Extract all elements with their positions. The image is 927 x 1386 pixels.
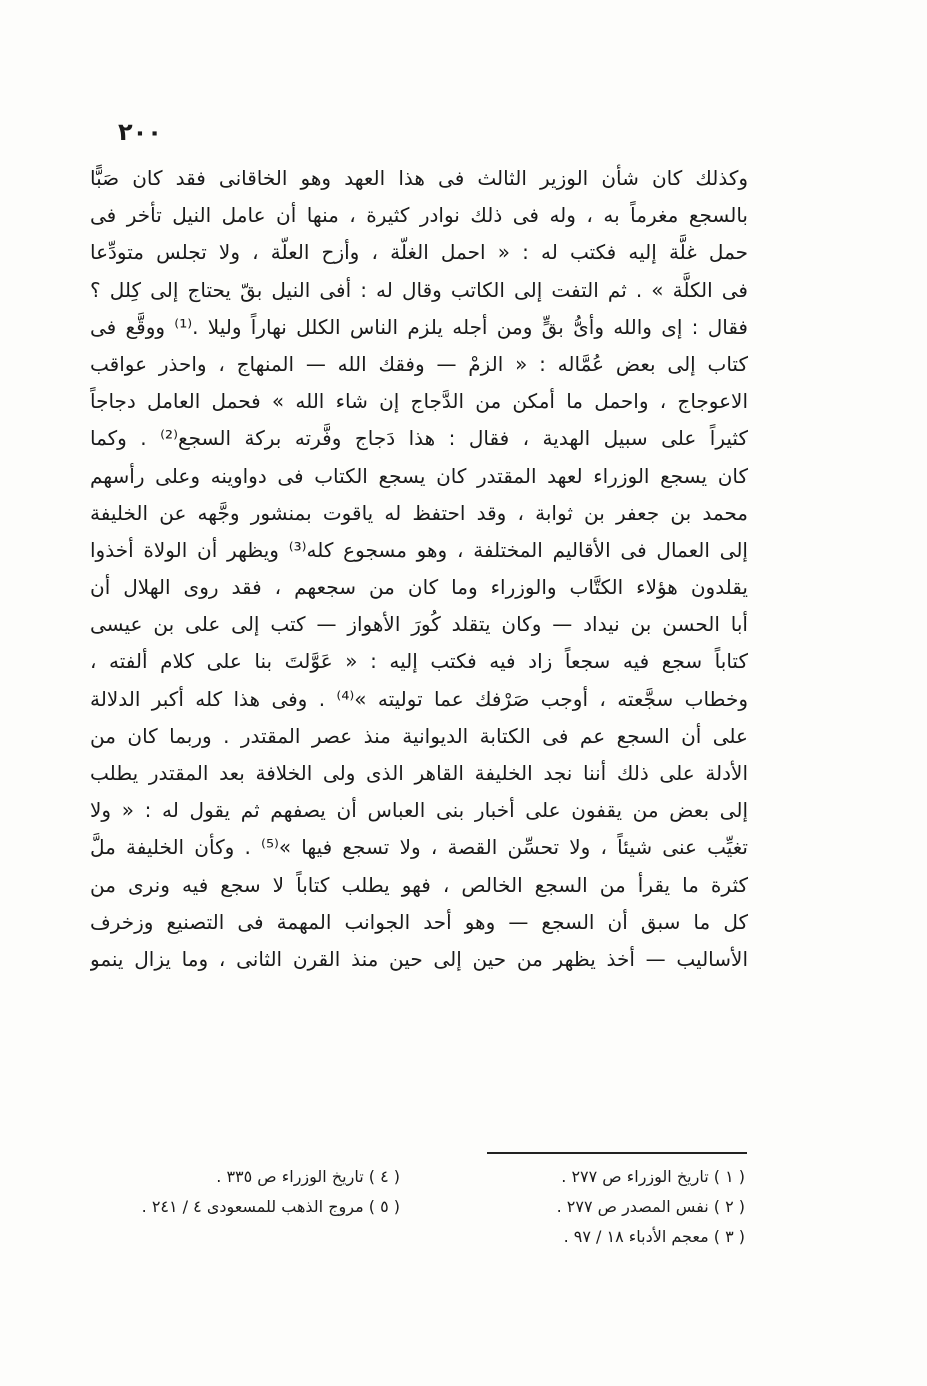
footnote-divider xyxy=(487,1152,747,1154)
text-line: كان يسجع الوزراء لعهد المقتدر كان يسجع الكتاب فى دواوينه وعلى رأسهم xyxy=(90,463,748,488)
text-line: يقلدون هؤلاء الكتَّاب والوزراء وما كان من سجعهم ، فقد روى الهلال أن xyxy=(90,575,748,600)
text-line: كل ما سبق أن السجع — وهو أحد الجوانب المهمة فى التصنيع وزخرف xyxy=(90,909,748,934)
text-line: إلى بعض من يقفون على أخبار بنى العباس أن يصفهم ثم يقول له : « ولا xyxy=(90,798,748,823)
page-number: ٢٠٠ xyxy=(118,118,162,146)
text-line: وخطاب سجَّعته ، أوجب صَرْفك عما توليته »⁽⁴⁾ . وفى هذا كله أكبر الدلالة xyxy=(90,686,748,711)
footnote: ( ٢ ) نفس المصدر ص ٢٧٧ . xyxy=(556,1197,745,1216)
text-line: إلى العمال فى الأقاليم المختلفة ، وهو مسجوع كله⁽³⁾ ويظهر أن الولاة أخذوا xyxy=(90,537,748,562)
text-line: الأساليب — أخذ يظهر من حين إلى حين منذ القرن الثانى ، وما يزال ينمو xyxy=(90,946,748,971)
text-line: كثرة ما يقرأ من السجع الخالص ، فهو يطلب كتاباً لا سجع فيه ونرى من xyxy=(90,872,748,897)
text-line: على أن السجع عم فى الكتابة الديوانية منذ عصر المقتدر . وربما كان من xyxy=(90,723,748,748)
body-text xyxy=(90,160,748,978)
footnote: ( ٣ ) معجم الأدباء ١٨ / ٩٧ . xyxy=(563,1227,745,1246)
text-line: تغيِّب عنى شيئاً ، ولا تحسِّن القصة ، ولا تسجع فيها »⁽⁵⁾ . وكأن الخليفة ملَّ xyxy=(90,835,748,860)
text-line: بالسجع مغرماً به ، وله فى ذلك نوادر كثيرة ، منها أن عامل النيل تأخر فى xyxy=(90,203,748,228)
text-line: محمد بن جعفر بن ثوابة ، وقد احتفظ له ياقوت بمنشور وجَّهه عن الخليفة xyxy=(90,500,748,525)
footnotes-left-column xyxy=(110,1162,400,1222)
text-line: كتاباً سجع فيه سجعاً زاد فيه فكتب إليه : « عَوَّلتَ بنا على كلام ألفته ، xyxy=(90,649,748,674)
text-line: فى الكلَّة » . ثم التفت إلى الكاتب وقال له : أفى النيل بقّ يحتاج إلى كِلل ؟ xyxy=(90,277,748,302)
text-line: الأدلة على ذلك أننا نجد الخليفة القاهر الذى ولى الخلافة بعد المقتدر يطلب xyxy=(90,761,748,785)
text-line: الاعوجاج ، واحمل ما أمكن من الدَّجاج إن شاء الله » فحمل العامل دجاجاً xyxy=(90,389,748,414)
text-line: وكذلك كان شأن الوزير الثالث فى هذا العهد وهو الخاقانى فقد كان صَبًّا xyxy=(90,166,748,190)
footnotes-right-column xyxy=(475,1162,745,1252)
text-line: فقال : إى والله وأىُّ بقٍّ ومن أجله يلزم الناس الكلل نهاراً وليلا .⁽¹⁾ ووقَّع فى xyxy=(90,314,748,339)
text-line: كتاب إلى بعض عُمَّاله : « الزمْ — وفقك الله — المنهاج ، واحذر عواقب xyxy=(90,351,748,376)
text-line: أبا الحسن بن نيداد — وكان يتقلد كُورَ الأهواز — كتب إلى على بن عيسى xyxy=(90,612,748,637)
text-line: كثيراً على سبيل الهدية ، فقال : هذا دَجاج وفَّرته بركة السجع⁽²⁾ . وكما xyxy=(90,426,748,451)
footnote: ( ٤ ) تاريخ الوزراء ص ٣٣٥ . xyxy=(216,1167,400,1186)
footnote: ( ١ ) تاريخ الوزراء ص ٢٧٧ . xyxy=(561,1167,745,1186)
footnote: ( ٥ ) مروج الذهب للمسعودى ٤ / ٢٤١ . xyxy=(141,1197,400,1216)
text-line: حمل غلَّة إليه فكتب له : « احمل الغلّة ، وأزح العلّة ، ولا تجلس متودِّعا xyxy=(90,240,748,265)
